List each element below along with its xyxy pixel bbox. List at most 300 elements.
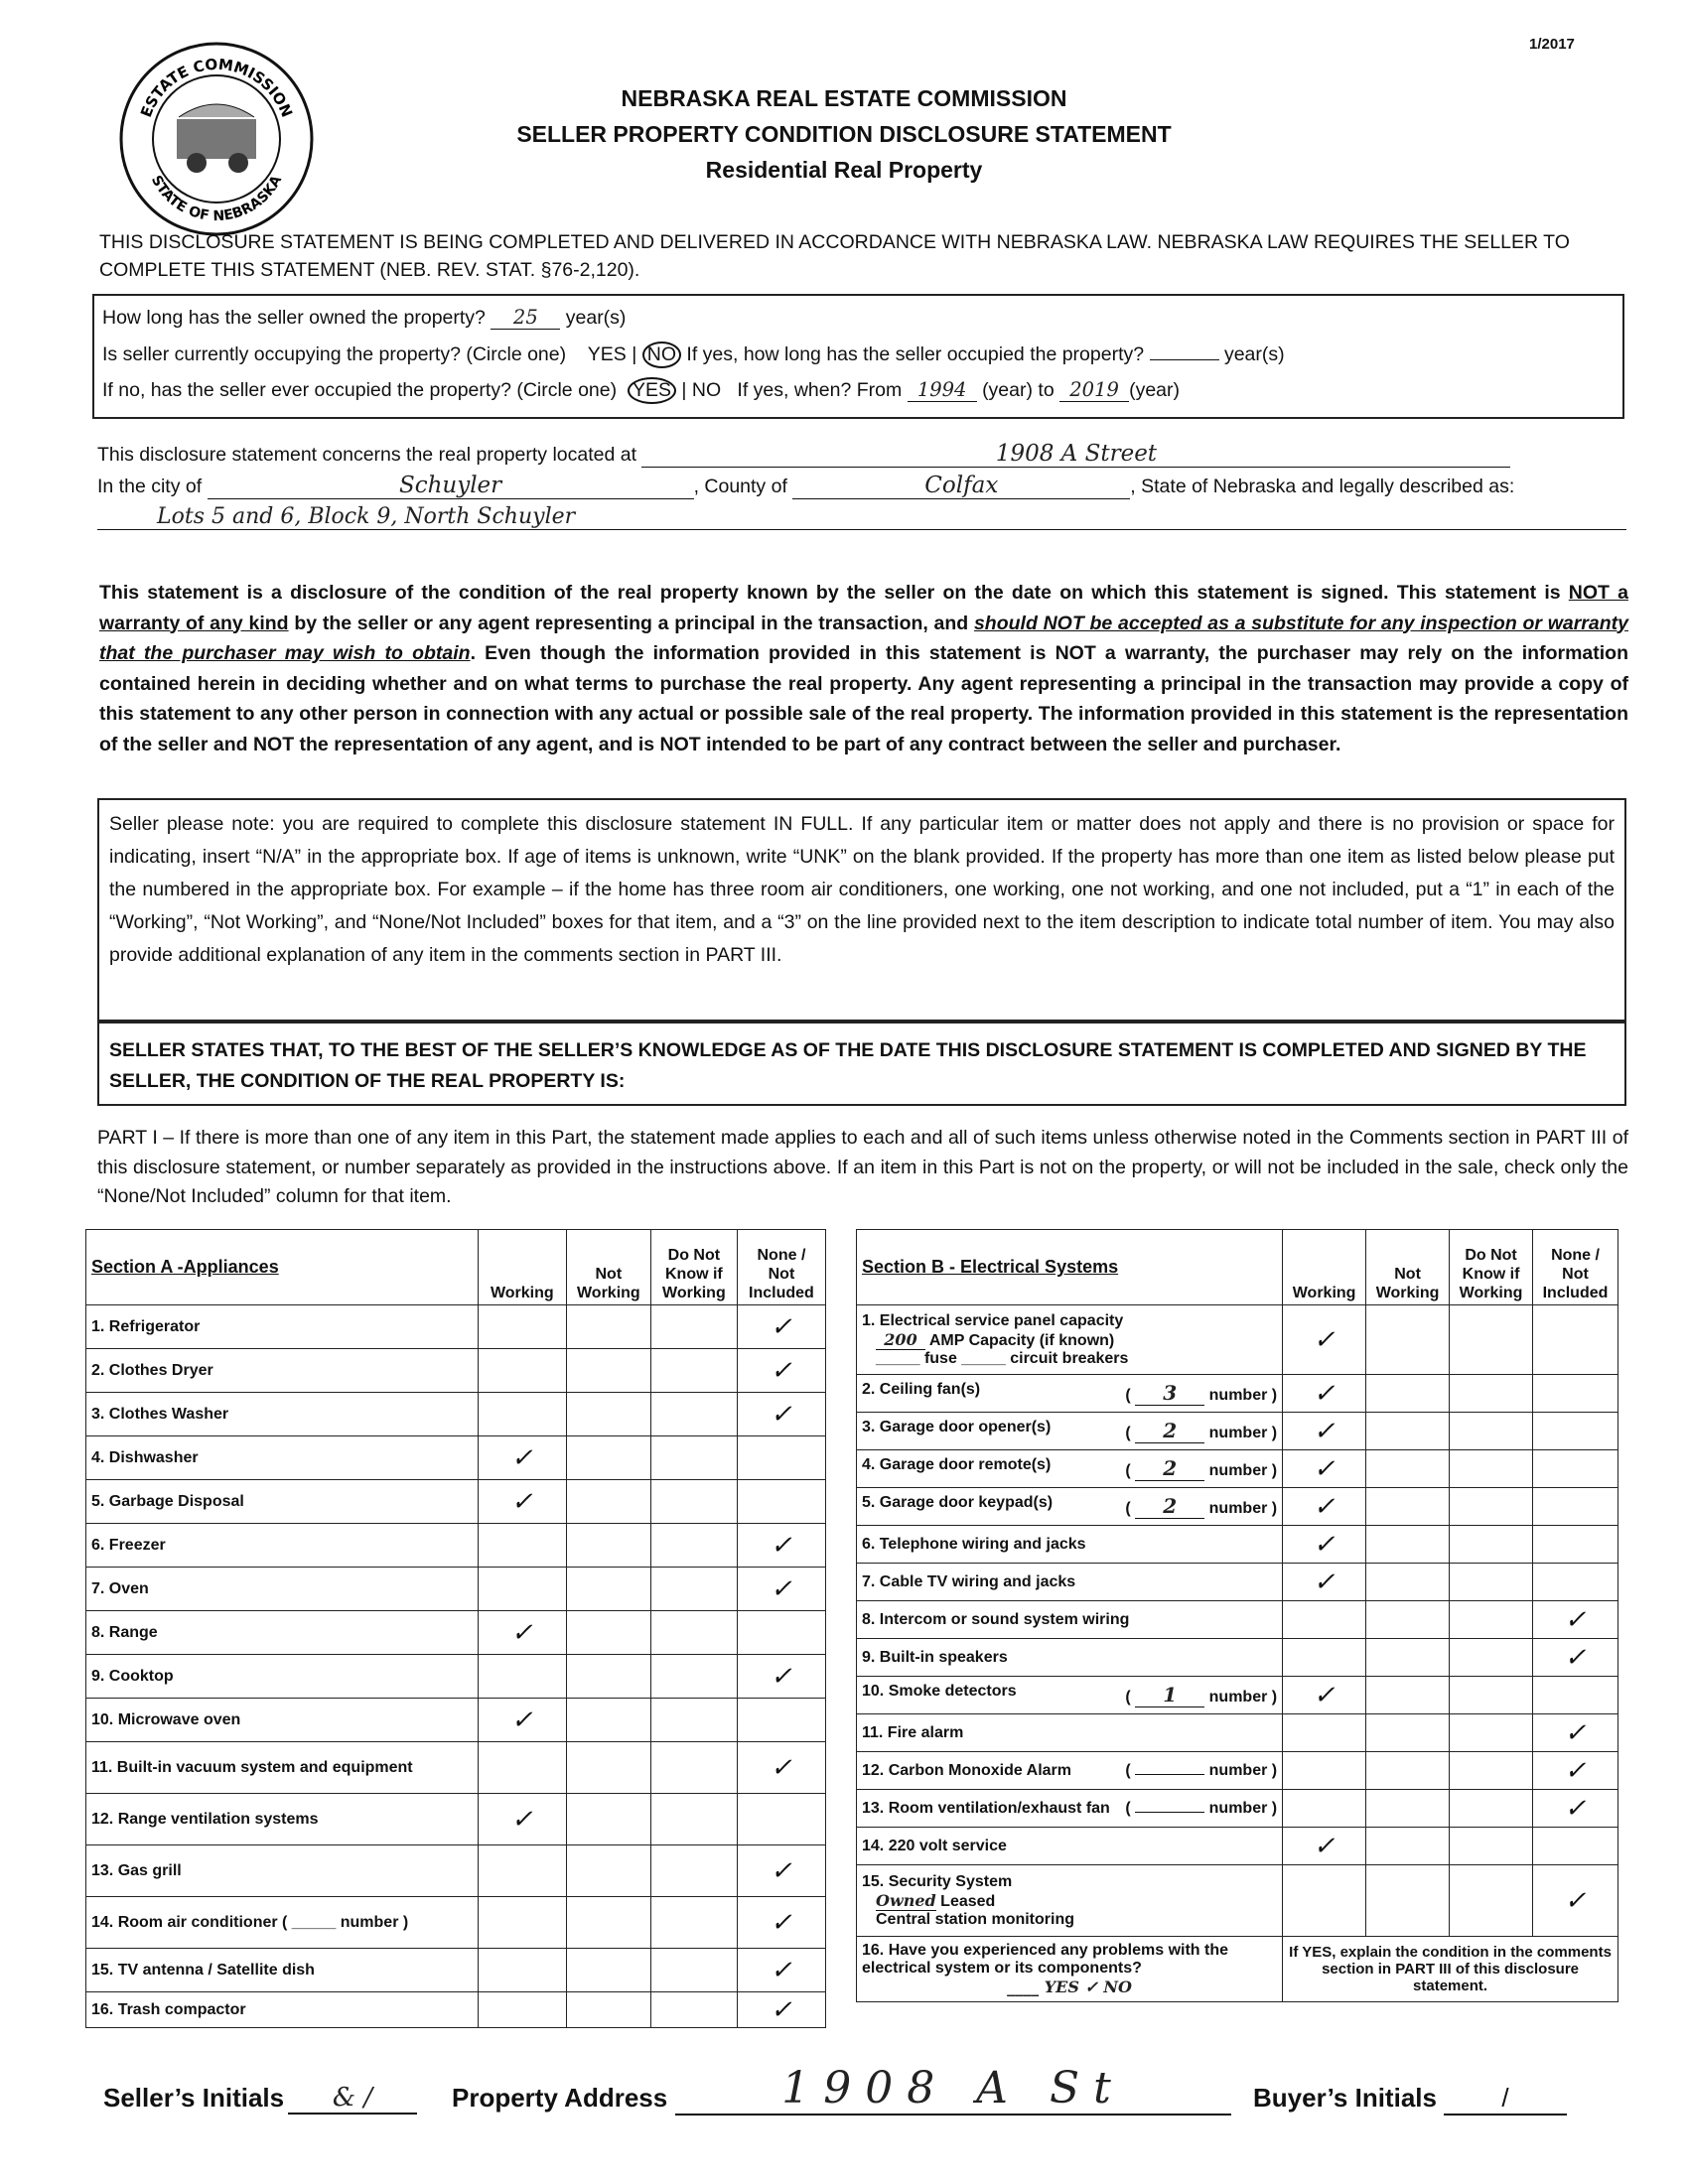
section-b-count-suffix: number ) — [1208, 1761, 1278, 1779]
section-b-row — [857, 1564, 1618, 1601]
section-b-row-6-cell-3[interactable] — [1450, 1526, 1533, 1564]
section-a-row — [86, 1992, 826, 2028]
electrical-problems-label: 16. Have you experienced any problems with the electrical system or its components? — [862, 1942, 1229, 1977]
disclosure-warranty-text: NOT a warranty of any kind — [99, 582, 1628, 634]
owned-duration-row — [102, 306, 626, 330]
section-a-row-5-cell-3[interactable] — [650, 1480, 737, 1524]
section-b-item — [857, 1865, 1283, 1937]
section-b-count-field[interactable]: 1 — [1135, 1683, 1204, 1707]
section-a-item-label: 3. Clothes Washer — [86, 1393, 479, 1436]
section-b-row — [857, 1488, 1618, 1526]
section-b-row-12-cell-3[interactable] — [1450, 1752, 1533, 1790]
section-b-item — [857, 1375, 1283, 1413]
section-b-row-15-cell-3[interactable] — [1450, 1865, 1533, 1937]
section-b-item-label: 9. Built-in speakers — [862, 1648, 1008, 1666]
section-b-count-field[interactable]: 2 — [1135, 1419, 1204, 1443]
section-b-count-suffix: number ) — [1208, 1425, 1278, 1441]
section-b-row-13-cell-4[interactable]: ✓ — [1533, 1790, 1618, 1828]
section-b-row — [857, 1865, 1618, 1937]
section-b-item — [857, 1601, 1283, 1639]
section-a-row-7-cell-1[interactable] — [478, 1568, 566, 1611]
property-address-footer-field[interactable]: 1908 A St — [675, 2063, 1231, 2116]
section-a-row — [86, 1794, 826, 1845]
section-b-row-12-cell-4[interactable]: ✓ — [1533, 1752, 1618, 1790]
legal-description-field[interactable]: Lots 5 and 6, Block 9, North Schuyler — [97, 504, 1626, 530]
section-b-row-14-cell-4[interactable] — [1533, 1828, 1618, 1865]
section-a-row-6-cell-1[interactable] — [478, 1524, 566, 1568]
section-b-row-12-cell-1[interactable] — [1283, 1752, 1366, 1790]
section-b-row-13-cell-3[interactable] — [1450, 1790, 1533, 1828]
section-b-row-4-cell-3[interactable] — [1450, 1450, 1533, 1488]
section-a-row-1-cell-2[interactable] — [566, 1305, 650, 1349]
seal-ring-bottom: STATE OF NEBRASKA — [147, 173, 286, 225]
section-a-row-9-cell-1[interactable] — [478, 1655, 566, 1699]
part1-instructions: PART I – If there is more than one of any item in this Part, the statement made applies to each and all of such items unless otherwise noted in the Comments section in PART III of this disclosure statement, or number separately as provided in the instructions above. If an item in this Part is not on the property, or will not be included in the sale, check only the “None/Not Included” column for that item. — [97, 1127, 1628, 1207]
section-b-row-2-cell-4[interactable] — [1533, 1375, 1618, 1413]
section-b-row-5-cell-4[interactable] — [1533, 1488, 1618, 1526]
section-a-item-label: 12. Range ventilation systems — [86, 1794, 479, 1845]
owned-duration-label: How long has the seller owned the property? — [102, 307, 486, 329]
section-b-count-field[interactable] — [1135, 1812, 1204, 1813]
property-location-row — [97, 441, 1510, 468]
seller-initials-label: Seller’s Initials — [103, 2083, 285, 2113]
section-a-row-11-cell-4[interactable]: ✓ — [737, 1742, 825, 1794]
section-a-row — [86, 1349, 826, 1393]
section-b-row-2-cell-1[interactable]: ✓ — [1283, 1375, 1366, 1413]
section-b-row — [857, 1375, 1618, 1413]
section-b-row — [857, 1526, 1618, 1564]
section-b-title: Section B - Electrical Systems — [857, 1230, 1283, 1305]
statement-subtitle: Residential Real Property — [705, 157, 983, 183]
section-a-row-5-cell-1[interactable]: ✓ — [478, 1480, 566, 1524]
section-b-row-7-cell-2[interactable] — [1366, 1564, 1450, 1601]
section-b-row-12-cell-2[interactable] — [1366, 1752, 1450, 1790]
section-a-row-6-cell-4[interactable]: ✓ — [737, 1524, 825, 1568]
section-a-row-12-cell-2[interactable] — [566, 1794, 650, 1845]
section-b-sub2: AMP Capacity (if known) — [928, 1331, 1115, 1349]
col-working: Working — [478, 1230, 566, 1305]
section-a-row-4-cell-4[interactable] — [737, 1436, 825, 1480]
occupying-no-option[interactable]: NO — [642, 341, 681, 368]
section-b-count: ( 2 number ) — [1125, 1419, 1278, 1442]
section-b-sub — [862, 1330, 1277, 1350]
section-b-item — [857, 1413, 1283, 1450]
section-a-item-label: 1. Refrigerator — [86, 1305, 479, 1349]
section-a-row — [86, 1305, 826, 1349]
section-a-row-8-cell-1[interactable]: ✓ — [478, 1611, 566, 1655]
section-a-row-14-cell-3[interactable] — [650, 1897, 737, 1949]
section-b-row-6-cell-2[interactable] — [1366, 1526, 1450, 1564]
occupied-length-label: If yes, how long has the seller occupied the property? — [686, 343, 1145, 365]
section-a-item-label: 13. Gas grill — [86, 1845, 479, 1897]
buyer-initials-label: Buyer’s Initials — [1253, 2083, 1437, 2113]
section-a-row-2-cell-4[interactable]: ✓ — [737, 1349, 825, 1393]
section-b-row — [857, 1450, 1618, 1488]
section-a-row-15-cell-4[interactable]: ✓ — [737, 1949, 825, 1992]
section-a-row — [86, 1845, 826, 1897]
section-a-row-6-cell-2[interactable] — [566, 1524, 650, 1568]
section-b-count-suffix: number ) — [1208, 1462, 1278, 1479]
section-a-item-label: 9. Cooktop — [86, 1655, 479, 1699]
section-a-row — [86, 1568, 826, 1611]
county-field[interactable]: Colfax — [792, 473, 1130, 499]
section-a-row — [86, 1524, 826, 1568]
section-b-row-1-cell-3[interactable] — [1450, 1305, 1533, 1375]
section-a-row-4-cell-2[interactable] — [566, 1436, 650, 1480]
section-a-item-label: 4. Dishwasher — [86, 1436, 479, 1480]
section-b-item — [857, 1488, 1283, 1526]
section-b-count: ( 1 number ) — [1125, 1683, 1278, 1706]
section-a-row-4-cell-1[interactable]: ✓ — [478, 1436, 566, 1480]
form-version: 1/2017 — [1529, 36, 1575, 53]
section-b-row-3-cell-3[interactable] — [1450, 1413, 1533, 1450]
section-a-row-11-cell-2[interactable] — [566, 1742, 650, 1794]
section-a-row-3-cell-3[interactable] — [650, 1393, 737, 1436]
section-b-row-8-cell-3[interactable] — [1450, 1601, 1533, 1639]
section-a-row-13-cell-1[interactable] — [478, 1845, 566, 1897]
seller-initials-field[interactable]: & / — [288, 2083, 417, 2115]
section-b-count: ( number ) — [1125, 1799, 1278, 1817]
section-a-row-13-cell-4[interactable]: ✓ — [737, 1845, 825, 1897]
disclosure-paragraph — [99, 578, 1628, 759]
section-b-row-9-cell-1[interactable] — [1283, 1639, 1366, 1677]
section-b-row — [857, 1639, 1618, 1677]
ever-occupied-row: If no, has the seller ever occupied the property? (Circle one) YES | NO If yes, when? From 1994 (year) to 2019 (year) — [102, 377, 1180, 404]
section-a-row-9-cell-3[interactable] — [650, 1655, 737, 1699]
city-field[interactable]: Schuyler — [208, 473, 694, 499]
section-a-row — [86, 1897, 826, 1949]
section-a-row-8-cell-2[interactable] — [566, 1611, 650, 1655]
section-a-row-5-cell-2[interactable] — [566, 1480, 650, 1524]
section-a-row-15-cell-1[interactable] — [478, 1949, 566, 1992]
section-b-table — [856, 1229, 1618, 2002]
section-b-row-14-cell-1[interactable]: ✓ — [1283, 1828, 1366, 1865]
section-a-row-10-cell-4[interactable] — [737, 1699, 825, 1742]
section-b-row — [857, 1601, 1618, 1639]
section-b-row-5-cell-1[interactable]: ✓ — [1283, 1488, 1366, 1526]
section-a-row-8-cell-3[interactable] — [650, 1611, 737, 1655]
electrical-problems-question — [857, 1937, 1283, 2002]
section-a-item-label: 8. Range — [86, 1611, 479, 1655]
section-b-sub1[interactable]: 200 — [876, 1330, 925, 1350]
section-a-table — [85, 1229, 826, 2028]
section-b-row-7-cell-4[interactable] — [1533, 1564, 1618, 1601]
section-a-item-label: 16. Trash compactor — [86, 1992, 479, 2028]
section-a-row — [86, 1742, 826, 1794]
section-b-sub1[interactable]: Owned — [876, 1890, 936, 1910]
section-a-item-label: 14. Room air conditioner ( _____ number ) — [86, 1897, 479, 1949]
occupying-label: Is seller currently occupying the property? (Circle one) — [102, 343, 567, 365]
section-a-row — [86, 1393, 826, 1436]
section-b-item-label: 12. Carbon Monoxide Alarm — [862, 1761, 1071, 1779]
ever-occupied-no-option[interactable]: NO — [691, 379, 722, 401]
section-a-row — [86, 1436, 826, 1480]
section-a-row-3-cell-4[interactable]: ✓ — [737, 1393, 825, 1436]
section-a-row — [86, 1949, 826, 1992]
section-a-row-12-cell-1[interactable]: ✓ — [478, 1794, 566, 1845]
section-b-item-label: 5. Garage door keypad(s) — [862, 1494, 1054, 1511]
section-b-row-14-cell-3[interactable] — [1450, 1828, 1533, 1865]
legal-description-row — [97, 504, 1626, 530]
section-b-row-4-cell-4[interactable] — [1533, 1450, 1618, 1488]
section-a-row — [86, 1699, 826, 1742]
section-a-row-7-cell-3[interactable] — [650, 1568, 737, 1611]
statement-title: SELLER PROPERTY CONDITION DISCLOSURE STATEMENT — [516, 121, 1172, 147]
section-b-row-8-cell-4[interactable]: ✓ — [1533, 1601, 1618, 1639]
section-a-item-label: 7. Oven — [86, 1568, 479, 1611]
section-a-row-9-cell-2[interactable] — [566, 1655, 650, 1699]
section-a-row-3-cell-1[interactable] — [478, 1393, 566, 1436]
section-b-sub2: Leased — [940, 1892, 996, 1910]
property-city-row — [97, 473, 1514, 499]
electrical-problems-answer[interactable]: ____ YES ✓ NO — [1007, 1978, 1132, 1996]
section-b-item — [857, 1714, 1283, 1752]
section-a-item-label: 6. Freezer — [86, 1524, 479, 1568]
occupying-yes-option[interactable]: YES — [587, 343, 627, 365]
section-a-row-2-cell-3[interactable] — [650, 1349, 737, 1393]
section-a-row-11-cell-1[interactable] — [478, 1742, 566, 1794]
section-a-row — [86, 1655, 826, 1699]
ever-occupied-yes-option[interactable]: YES — [628, 377, 676, 404]
col-not-working: Not Working — [566, 1230, 650, 1305]
section-b-row — [857, 1714, 1618, 1752]
section-b-row-7-cell-1[interactable]: ✓ — [1283, 1564, 1366, 1601]
section-b-row-6-cell-1[interactable]: ✓ — [1283, 1526, 1366, 1564]
section-b-row — [857, 1413, 1618, 1450]
section-a-row-8-cell-4[interactable] — [737, 1611, 825, 1655]
section-a-row-2-cell-2[interactable] — [566, 1349, 650, 1393]
section-a-item-label: 2. Clothes Dryer — [86, 1349, 479, 1393]
section-a-row-7-cell-2[interactable] — [566, 1568, 650, 1611]
section-b-item — [857, 1526, 1283, 1564]
disclosure-substitute-text: should NOT be accepted as a substitute for any inspection or warranty that the purchaser may wish to obtain — [99, 612, 1628, 664]
section-a-row — [86, 1480, 826, 1524]
property-address-field[interactable]: 1908 A Street — [641, 441, 1510, 468]
section-b-row-1-cell-2[interactable] — [1366, 1305, 1450, 1375]
col-none: None / Not Included — [1533, 1230, 1618, 1305]
section-a-row-13-cell-3[interactable] — [650, 1845, 737, 1897]
section-b-row-8-cell-1[interactable] — [1283, 1601, 1366, 1639]
section-b-row-8-cell-2[interactable] — [1366, 1601, 1450, 1639]
occupying-row: Is seller currently occupying the property? (Circle one) YES | NO If yes, how long has the seller occupied the property? year(s) — [102, 341, 1285, 368]
section-b-item-label: 8. Intercom or sound system wiring — [862, 1610, 1130, 1628]
seller-states-box: SELLER STATES THAT, TO THE BEST OF THE SELLER’S KNOWLEDGE AS OF THE DATE THIS DISCLOSURE STATEMENT IS COMPLETED AND SIGNED BY THE SELLER, THE CONDITION OF THE REAL PROPERTY IS: — [97, 1022, 1626, 1106]
section-b-row-5-cell-3[interactable] — [1450, 1488, 1533, 1526]
section-b-row-1-cell-1[interactable]: ✓ — [1283, 1305, 1366, 1375]
section-b-item-label: 13. Room ventilation/exhaust fan — [862, 1799, 1110, 1817]
section-b-item-label: 15. Security System — [862, 1872, 1013, 1890]
section-a-row-10-cell-3[interactable] — [650, 1699, 737, 1742]
section-b-count: ( 2 number ) — [1125, 1494, 1278, 1518]
section-b-row-13-cell-2[interactable] — [1366, 1790, 1450, 1828]
property-location-label: This disclosure statement concerns the real property located at — [97, 444, 637, 466]
occupied-length-unit: year(s) — [1223, 343, 1285, 365]
section-a-row-16-cell-3[interactable] — [650, 1992, 737, 2028]
col-dont-know: Do Not Know if Working — [1450, 1230, 1533, 1305]
section-a-row-14-cell-4[interactable]: ✓ — [737, 1897, 825, 1949]
occupied-to-label: (year) to — [982, 379, 1055, 401]
section-a-row-11-cell-3[interactable] — [650, 1742, 737, 1794]
section-a-row — [86, 1611, 826, 1655]
section-b-count-suffix: number ) — [1208, 1799, 1278, 1817]
section-b-row-15-cell-1[interactable] — [1283, 1865, 1366, 1937]
col-dont-know: Do Not Know if Working — [650, 1230, 737, 1305]
section-b-row — [857, 1752, 1618, 1790]
section-b-item-label: 7. Cable TV wiring and jacks — [862, 1572, 1076, 1590]
section-a-row-7-cell-4[interactable]: ✓ — [737, 1568, 825, 1611]
owned-duration-unit: year(s) — [565, 307, 627, 329]
buyer-initials-field[interactable]: / — [1444, 2083, 1567, 2116]
electrical-problems-explain: If YES, explain the condition in the comments section in PART III of this disclosure statement. — [1283, 1937, 1618, 2002]
section-b-row-9-cell-4[interactable]: ✓ — [1533, 1639, 1618, 1677]
section-b-item-label: 6. Telephone wiring and jacks — [862, 1535, 1086, 1553]
section-b-row — [857, 1305, 1618, 1375]
section-b-row-3-cell-4[interactable] — [1533, 1413, 1618, 1450]
section-a-item-label: 11. Built-in vacuum system and equipment — [86, 1742, 479, 1794]
disclosure-text-2: by the seller or any agent representing a principal in the transaction, and — [288, 612, 974, 634]
section-b-row-10-cell-2[interactable] — [1366, 1677, 1450, 1714]
section-b-count: ( number ) — [1125, 1761, 1278, 1779]
section-a-row-12-cell-4[interactable] — [737, 1794, 825, 1845]
section-b-sub3: _____ fuse _____ circuit breakers — [876, 1349, 1129, 1367]
section-b-row-10-cell-3[interactable] — [1450, 1677, 1533, 1714]
section-a-row-14-cell-2[interactable] — [566, 1897, 650, 1949]
section-b-row-4-cell-2[interactable] — [1366, 1450, 1450, 1488]
section-b-item-label: 2. Ceiling fan(s) — [862, 1381, 981, 1398]
section-b-count-field[interactable]: 3 — [1135, 1381, 1204, 1406]
section-a-row-16-cell-1[interactable] — [478, 1992, 566, 2028]
section-b-row-5-cell-2[interactable] — [1366, 1488, 1450, 1526]
section-b-row-3-cell-1[interactable]: ✓ — [1283, 1413, 1366, 1450]
section-a-row-1-cell-3[interactable] — [650, 1305, 737, 1349]
section-b-item — [857, 1639, 1283, 1677]
seller-note-box: Seller please note: you are required to complete this disclosure statement IN FULL. If any particular item or matter does not apply and there is no provision or space for indicating, insert “N/A” in the appropriate box. If age of items is unknown, write “UNK” on the blank provided. If the property has more than one item as listed below please put the numbered in the appropriate box. For example – if the home has three room air conditioners, one working, one not working, and one not included, put a “1” in each of the “Working”, “Not Working”, and “None/Not Included” boxes for that item, and a “3” on the line provided next to the item description to indicate total number of item. You may also provide additional explanation of any item in the comments section in PART III. — [97, 798, 1626, 1022]
section-b-count-field[interactable]: 2 — [1135, 1494, 1204, 1519]
occupied-length-field[interactable] — [1150, 359, 1219, 360]
section-b-count-suffix: number ) — [1208, 1500, 1278, 1517]
owned-duration-field[interactable]: 25 — [491, 306, 560, 330]
section-a-row-10-cell-1[interactable]: ✓ — [478, 1699, 566, 1742]
ever-occupied-label: If no, has the seller ever occupied the property? (Circle one) — [102, 379, 618, 401]
section-b-item-label: 10. Smoke detectors — [862, 1683, 1017, 1700]
section-b-item — [857, 1790, 1283, 1828]
section-b-row-2-cell-3[interactable] — [1450, 1375, 1533, 1413]
section-b-row-11-cell-2[interactable] — [1366, 1714, 1450, 1752]
section-b-count: ( 3 number ) — [1125, 1381, 1278, 1405]
disclosure-text-3: . Even though the information provided in this statement is NOT a warranty, the purchaser may rely on the information contained herein in deciding whether and on what terms to purchase the real property. Any agent representing a principal in the transaction may provide a copy of this statement to any other person in connection with any actual or possible sale of the real property. The information provided in this statement is the representation of the seller and NOT the representation of any agent, and is NOT intended to be part of any contract between the seller and purchaser. — [99, 642, 1628, 755]
section-b-item — [857, 1564, 1283, 1601]
section-b-row-6-cell-4[interactable] — [1533, 1526, 1618, 1564]
section-b-count: ( 2 number ) — [1125, 1456, 1278, 1480]
section-a-item-label: 5. Garbage Disposal — [86, 1480, 479, 1524]
occupied-to-field[interactable]: 2019 — [1059, 378, 1129, 402]
section-b-count-suffix: number ) — [1208, 1387, 1278, 1404]
section-b-row-1-cell-4[interactable] — [1533, 1305, 1618, 1375]
col-not-working: Not Working — [1366, 1230, 1450, 1305]
section-b-count-suffix: number ) — [1208, 1689, 1278, 1706]
section-a-row-10-cell-2[interactable] — [566, 1699, 650, 1742]
section-b-row-10-cell-1[interactable]: ✓ — [1283, 1677, 1366, 1714]
section-b-item — [857, 1450, 1283, 1488]
section-b-item — [857, 1677, 1283, 1714]
col-working: Working — [1283, 1230, 1366, 1305]
section-b-count-field[interactable] — [1135, 1774, 1204, 1775]
section-a-row-2-cell-1[interactable] — [478, 1349, 566, 1393]
county-label: , County of — [693, 476, 787, 497]
section-a-row-15-cell-3[interactable] — [650, 1949, 737, 1992]
city-label: In the city of — [97, 476, 203, 497]
section-b-item-label: 11. Fire alarm — [862, 1723, 964, 1741]
section-b-sub — [862, 1891, 1277, 1911]
section-b-row-4-cell-1[interactable]: ✓ — [1283, 1450, 1366, 1488]
section-a-row-4-cell-3[interactable] — [650, 1436, 737, 1480]
section-b-item — [857, 1752, 1283, 1790]
state-label: , State of Nebraska and legally described as: — [1130, 476, 1515, 497]
section-b-row — [857, 1828, 1618, 1865]
section-a-row-3-cell-2[interactable] — [566, 1393, 650, 1436]
section-b-row-2-cell-2[interactable] — [1366, 1375, 1450, 1413]
section-b-item — [857, 1305, 1283, 1375]
property-address-footer-label: Property Address — [452, 2083, 668, 2113]
section-b-count-field[interactable]: 2 — [1135, 1456, 1204, 1481]
section-b-row-9-cell-3[interactable] — [1450, 1639, 1533, 1677]
section-b-row-7-cell-3[interactable] — [1450, 1564, 1533, 1601]
section-a-row-5-cell-4[interactable] — [737, 1480, 825, 1524]
section-b-row-15-cell-2[interactable] — [1366, 1865, 1450, 1937]
section-a-row-1-cell-4[interactable]: ✓ — [737, 1305, 825, 1349]
state-seal-logo — [117, 40, 316, 238]
section-b-item — [857, 1828, 1283, 1865]
section-b-row — [857, 1677, 1618, 1714]
section-b-row-3-cell-2[interactable] — [1366, 1413, 1450, 1450]
section-b-row-14-cell-2[interactable] — [1366, 1828, 1450, 1865]
section-b-row-11-cell-3[interactable] — [1450, 1714, 1533, 1752]
commission-title: NEBRASKA REAL ESTATE COMMISSION — [621, 85, 1067, 111]
col-none: None / Not Included — [737, 1230, 825, 1305]
intro-text: THIS DISCLOSURE STATEMENT IS BEING COMPLETED AND DELIVERED IN ACCORDANCE WITH NEBRASKA LAW. NEBRASKA LAW REQUIRES THE SELLER TO COMPLETE THIS STATEMENT (NEB. REV. STAT. §76-2,120). — [99, 231, 1570, 281]
occupied-from-label: If yes, when? From — [737, 379, 903, 401]
section-b-item-label: 3. Garage door opener(s) — [862, 1419, 1052, 1435]
section-a-row-6-cell-3[interactable] — [650, 1524, 737, 1568]
section-a-item-label: 15. TV antenna / Satellite dish — [86, 1949, 479, 1992]
section-a-row-12-cell-3[interactable] — [650, 1794, 737, 1845]
section-a-row-14-cell-1[interactable] — [478, 1897, 566, 1949]
section-a-title: Section A -Appliances — [86, 1230, 479, 1305]
section-b-row-15-cell-4[interactable]: ✓ — [1533, 1865, 1618, 1937]
section-b-row-9-cell-2[interactable] — [1366, 1639, 1450, 1677]
seal-ring-top: ESTATE COMMISSION — [136, 55, 297, 120]
section-a-row-1-cell-1[interactable] — [478, 1305, 566, 1349]
occupied-to-unit: (year) — [1129, 379, 1181, 401]
section-b-sub3: Central station monitoring — [876, 1910, 1074, 1928]
section-b-row-13-cell-1[interactable] — [1283, 1790, 1366, 1828]
section-a-item-label: 10. Microwave oven — [86, 1699, 479, 1742]
section-a-row-9-cell-4[interactable]: ✓ — [737, 1655, 825, 1699]
section-b-item-label: 14. 220 volt service — [862, 1837, 1007, 1854]
section-b-item-label: 1. Electrical service panel capacity — [862, 1311, 1124, 1329]
section-b-row — [857, 1790, 1618, 1828]
section-b-row-11-cell-1[interactable] — [1283, 1714, 1366, 1752]
section-b-row-10-cell-4[interactable] — [1533, 1677, 1618, 1714]
occupied-from-field[interactable]: 1994 — [908, 378, 977, 402]
section-a-row-13-cell-2[interactable] — [566, 1845, 650, 1897]
section-a-row-15-cell-2[interactable] — [566, 1949, 650, 1992]
section-a-row-16-cell-4[interactable]: ✓ — [737, 1992, 825, 2028]
section-b-item-label: 4. Garage door remote(s) — [862, 1456, 1052, 1473]
section-a-row-16-cell-2[interactable] — [566, 1992, 650, 2028]
disclosure-text-1: This statement is a disclosure of the condition of the real property known by the seller on the date on which this statement is signed. This statement is — [99, 582, 1569, 604]
section-b-row-11-cell-4[interactable]: ✓ — [1533, 1714, 1618, 1752]
